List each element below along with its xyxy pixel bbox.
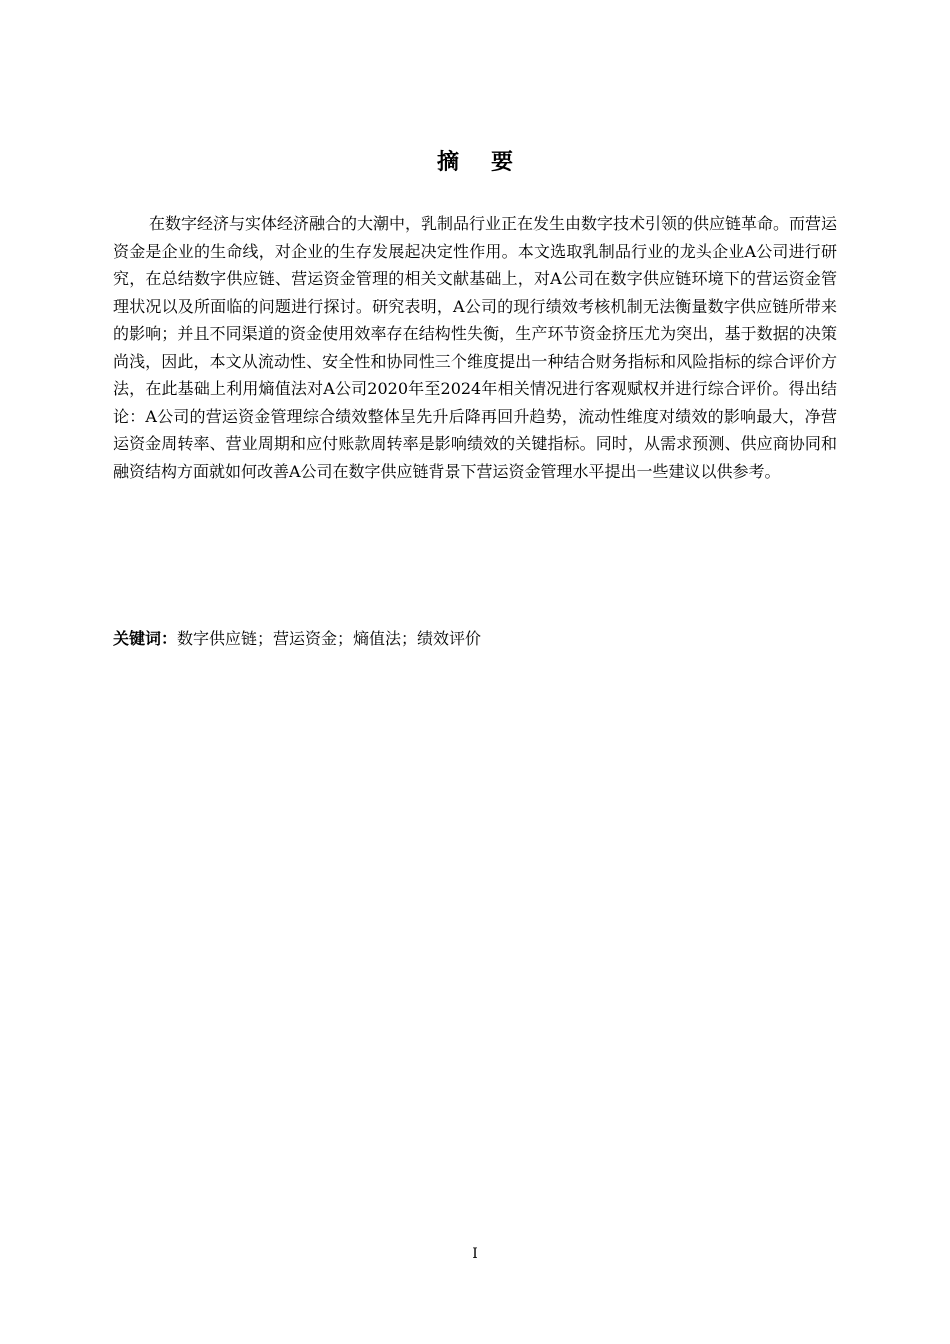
keywords-label: 关键词： xyxy=(113,629,178,648)
page-title: 摘要 xyxy=(436,150,545,175)
page-number: I xyxy=(472,1246,478,1262)
abstract-body: 在数字经济与实体经济融合的大潮中，乳制品行业正在发生由数字技术引领的供应链革命。而营运资金是企业的生命线，对企业的生存发展起决定性作用。本文选取乳制品行业的龙头企业A公司进行研究，在总结数字供应链、营运资金管理的相关文献基础上，对A公司在数字供应链环境下的营运资金管理状况以及所面临的问题进行探讨。研究表明，A公司的现行绩效考核机制无法衡量数字供应链所带来的影响；并且不同渠道的资金使用效率存在结构性失衡，生产环节资金挤压尤为突出，基于数据的决策尚浅，因此，本文从流动性、安全性和协同性三个维度提出一种结合财务指标和风险指标的综合评价方法，在此基础上利用熵值法对A公司2020年至2024年相关情况进行客观赋权并进行综合评价。得出结论：A公司的营运资金管理综合绩效整体呈先升后降再回升趋势，流动性维度对绩效的影响最大，净营运资金周转率、营业周期和应付账款周转率是影响绩效的关键指标。同时，从需求预测、供应商协同和融资结构方面就如何改善A公司在数字供应链背景下营运资金管理水平提出一些建议以供参考。 xyxy=(113,214,838,481)
keywords-value: 数字供应链；营运资金；熵值法；绩效评价 xyxy=(177,629,482,648)
keywords-line xyxy=(113,625,837,652)
